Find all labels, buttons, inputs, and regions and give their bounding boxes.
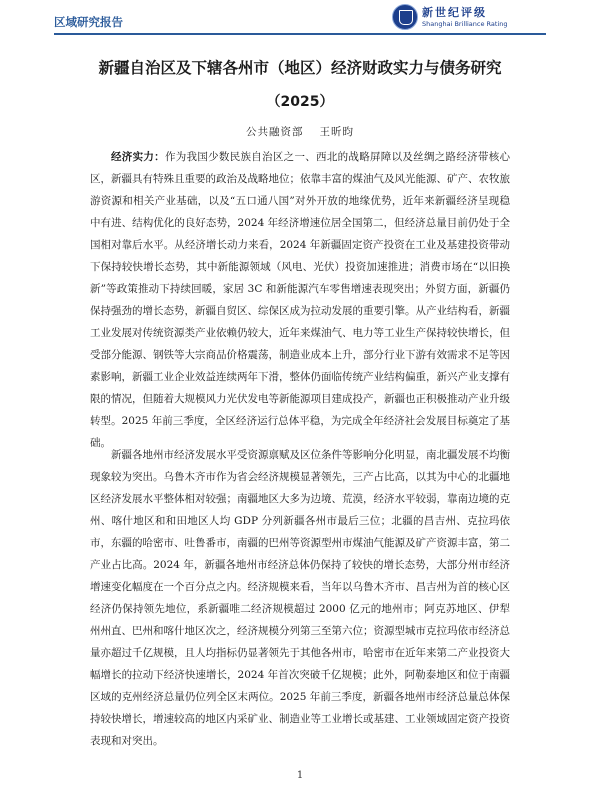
author-name: 王昕昀 <box>319 126 354 138</box>
report-type-label: 区域研究报告 <box>54 15 123 29</box>
paragraph-regional-differences <box>90 444 510 752</box>
paragraph-lead: 经济实力： <box>111 151 165 163</box>
report-year: （2025） <box>266 94 334 110</box>
header-divider <box>54 33 546 35</box>
company-logo <box>392 3 544 31</box>
page-header <box>0 0 600 40</box>
page-number: 1 <box>296 770 304 781</box>
logo-chinese-text: 新世纪评级 <box>422 6 487 19</box>
paragraph-text: 作为我国少数民族自治区之一、西北的战略屏障以及丝绸之路经济带核心区，新疆具有特殊且重要的政治及战略地位；依靠丰富的煤油气及风光能源、矿产、农牧旅游资源和相关产业基础，以及“五口通八国”对外开放的地缘优势，近年来新疆经济呈现稳中有进、结构优化的良好态势，2024 年经济增速位居全国第二，但经济总量目前仍处于全国相对靠后水平。从经济增长动力来看，2024 年新疆固定资产投资在工业及基建投资带动下保持较快增长态势，其中新能源领域（风电、光伏）投资加速推进；消费市场在“以旧换新”等政策推动下持续回暖，家居 3C 和新能源汽车零售增速表现突出；外贸方面，新疆仍保持强劲的增长态势，新疆自贸区、综保区成为拉动发展的重要引擎。从产业结构看，新疆工业发展对传统资源类产业依赖仍较大，近年来煤油气、电力等工业生产保持较快增长，但受部分能源、钢铁等大宗商品价格震荡，制造业成本上升，部分行业下游有效需求不足等因素影响，新疆工业企业效益连续两年下滑，整体仍面临传统产业结构偏重，新兴产业支撑有限的情况，但随着大规模风力光伏发电等新能源项目建成投产，新疆也正积极推动产业升级转型。2025 年前三季度，全区经济运行总体平稳，为完成全年经济社会发展目标奠定了基础。 <box>90 151 511 449</box>
paragraph-economic-strength <box>90 146 510 454</box>
paragraph-text: 新疆各地州市经济发展水平受资源禀赋及区位条件等影响分化明显，南北疆发展不均衡现象较为突出。乌鲁木齐市作为省会经济规模显著领先，三产占比高，以其为中心的北疆地区经济发展水平整体相对较强；南疆地区大多为边境、荒漠，经济水平较弱，靠南边境的克州、喀什地区和和田地区人均 GDP 分列新疆各州市最后三位；北疆的昌吉州、克拉玛依市，东疆的哈密市、吐鲁番市，南疆的巴州等资源型州市煤油气能源及矿产资源丰富，第二产业占比高。2024 年，新疆各地州市经济总体仍保持了较快的增长态势，大部分州市经济增速变化幅度在一个百分点之内。经济规模来看，当年以乌鲁木齐市、昌吉州为首的核心区经济仍保持领先地位，系新疆唯二经济规模超过 2000 亿元的地州市；阿克苏地区、伊犁州州直、巴州和喀什地区次之，经济规模分列第三至第六位；资源型城市克拉玛依市经济总量亦超过千亿规模，且人均指标仍显著领先于其他各州市，哈密市在近年来第二产业投资大幅增长的拉动下经济快速增长，2024 年首次突破千亿规模；此外，阿勒泰地区和位于南疆区域的克州经济总量仍位列全区末两位。2025 年前三季度，新疆各地州市经济总量总体保持较快增长，增速较高的地区内采矿业、制造业等工业增长或基建、工业领域固定资产投资表现和对突出。 <box>90 449 510 747</box>
brilliance-logo-icon <box>392 4 418 30</box>
report-title: 新疆自治区及下辖各州市（地区）经济财政实力与债务研究 <box>98 59 502 77</box>
authors-line <box>40 124 560 139</box>
logo-english-text: Shanghai Brilliance Rating <box>422 20 508 28</box>
author-department: 公共融资部 <box>246 126 304 138</box>
